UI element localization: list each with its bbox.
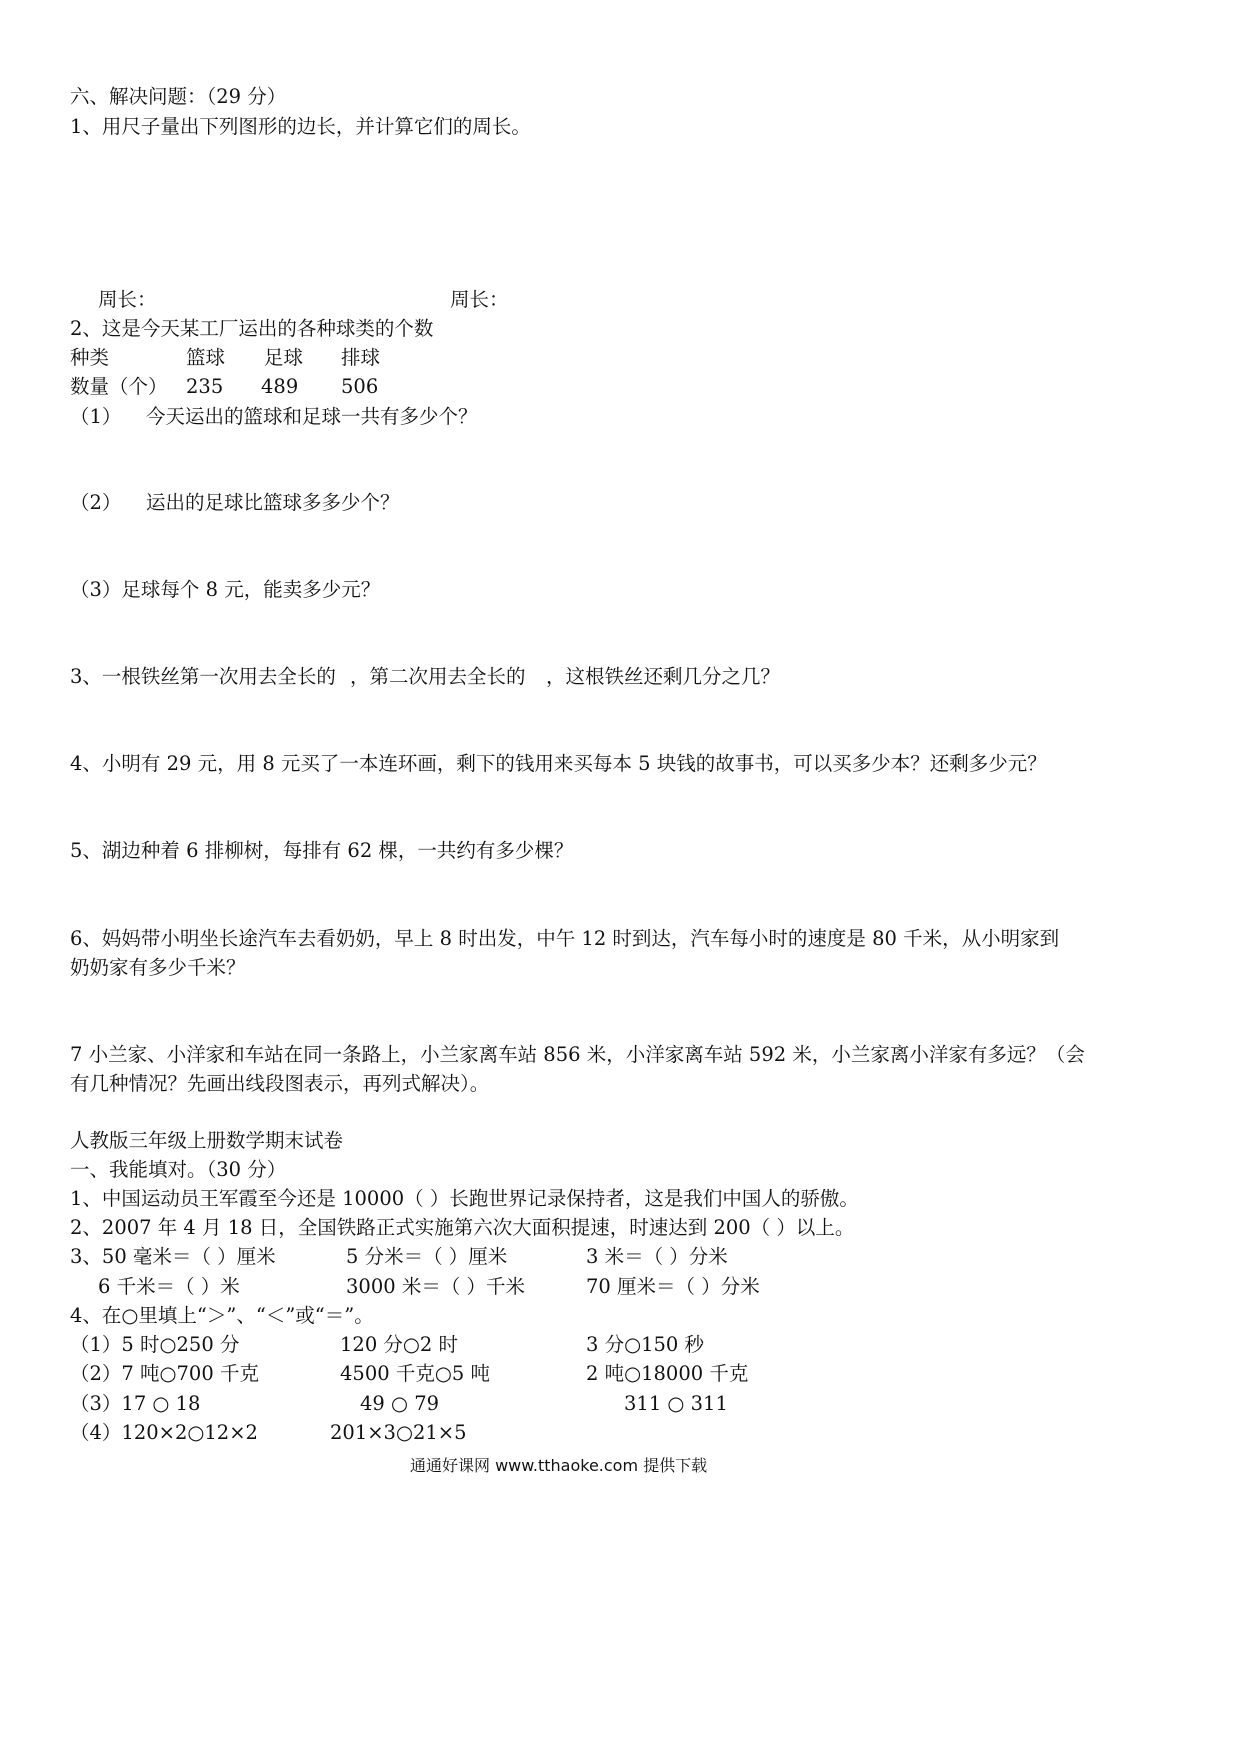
unit-conversion-item: 5 分米＝（ ）厘米 (346, 1245, 508, 1268)
section-6-heading: 六、解决问题：（29 分） (70, 85, 287, 108)
compare-item: 2 吨○18000 千克 (586, 1362, 749, 1385)
compare-item: （2）7 吨○700 千克 (70, 1362, 259, 1385)
table-header-basketball: 篮球 (186, 346, 226, 369)
unit-conversion-item: 3 米＝（ ）分米 (586, 1245, 728, 1268)
table-row-label-type: 种类 (70, 346, 110, 369)
compare-item: （4）120×2○12×2 (70, 1421, 258, 1444)
unit-conversion-item: 70 厘米＝（ ）分米 (586, 1275, 760, 1298)
fill-question-1: 1、中国运动员王军霞至今还是 10000（ ）长跑世界记录保持者，这是我们中国人的骄傲。 (70, 1187, 859, 1210)
compare-item: 3 分○150 秒 (586, 1333, 705, 1356)
compare-item: 201×3○21×5 (330, 1421, 467, 1444)
compare-question-heading: 4、在○里填上“＞”、“＜”或“＝”。 (70, 1304, 374, 1327)
compare-item: 311 ○ 311 (624, 1392, 728, 1415)
question-6-text-line1: 6、妈妈带小明坐长途汽车去看奶奶，早上 8 时出发，中午 12 时到达，汽车每小时的速度是 80 千米，从小明家到 (70, 927, 1060, 950)
compare-item: （1）5 时○250 分 (70, 1333, 240, 1356)
page-footer: 通通好课网 www.tthaoke.com 提供下载 (410, 1456, 708, 1475)
question-7-text-line1: 7 小兰家、小洋家和车站在同一条路上，小兰家离车站 856 米，小洋家离车站 592 米，小兰家离小洋家有多远？（会 (70, 1043, 1085, 1066)
table-cell-football-count: 489 (261, 375, 299, 398)
question-3-text-part1: 3、一根铁丝第一次用去全长的 (70, 665, 336, 688)
unit-conversion-item: 3000 米＝（ ）千米 (346, 1275, 526, 1298)
compare-item: 49 ○ 79 (360, 1392, 440, 1415)
table-row-label-count: 数量（个） (70, 375, 168, 398)
unit-conversion-item: 3、50 毫米＝（ ）厘米 (70, 1245, 276, 1268)
question-2-sub3-text: （3）足球每个 8 元，能卖多少元？ (70, 578, 381, 601)
question-2-sub2-number: （2） (70, 491, 122, 514)
compare-item: 4500 千克○5 吨 (340, 1362, 490, 1385)
question-4-text: 4、小明有 29 元，用 8 元买了一本连环画，剩下的钱用来买每本 5 块钱的故事书，可以买多少本？还剩多少元？ (70, 752, 1047, 775)
exam-title: 人教版三年级上册数学期末试卷 (70, 1129, 344, 1152)
perimeter-left-label: 周长： (98, 288, 157, 311)
question-1-text: 1、用尺子量出下列图形的边长，并计算它们的周长。 (70, 115, 531, 138)
question-2-sub2-text: 运出的足球比篮球多多少个？ (146, 491, 400, 514)
question-2-sub1-text: 今天运出的篮球和足球一共有多少个？ (146, 405, 478, 428)
question-7-text-line2: 有几种情况？先画出线段图表示，再列式解决）。 (70, 1072, 490, 1095)
unit-conversion-item: 6 千米＝（ ）米 (98, 1275, 240, 1298)
table-header-volleyball: 排球 (341, 346, 381, 369)
compare-item: 120 分○2 时 (340, 1333, 459, 1356)
perimeter-right-label: 周长： (450, 288, 509, 311)
question-3-text-part2: ，第二次用去全长的 (350, 665, 526, 688)
question-3-text-part3: ，这根铁丝还剩几分之几？ (546, 665, 781, 688)
table-cell-basketball-count: 235 (186, 375, 224, 398)
fill-question-2: 2、2007 年 4 月 18 日，全国铁路正式实施第六次大面积提速，时速达到 200（ ）以上。 (70, 1216, 855, 1239)
question-2-text: 2、这是今天某工厂运出的各种球类的个数 (70, 317, 434, 340)
table-cell-volleyball-count: 506 (341, 375, 379, 398)
question-2-sub1-number: （1） (70, 405, 122, 428)
compare-item: （3）17 ○ 18 (70, 1392, 201, 1415)
section-1-heading: 一、我能填对。（30 分） (70, 1158, 287, 1181)
table-header-football: 足球 (264, 346, 304, 369)
question-5-text: 5、湖边种着 6 排柳树，每排有 62 棵，一共约有多少棵？ (70, 839, 574, 862)
question-6-text-line2: 奶奶家有多少千米？ (70, 956, 246, 979)
